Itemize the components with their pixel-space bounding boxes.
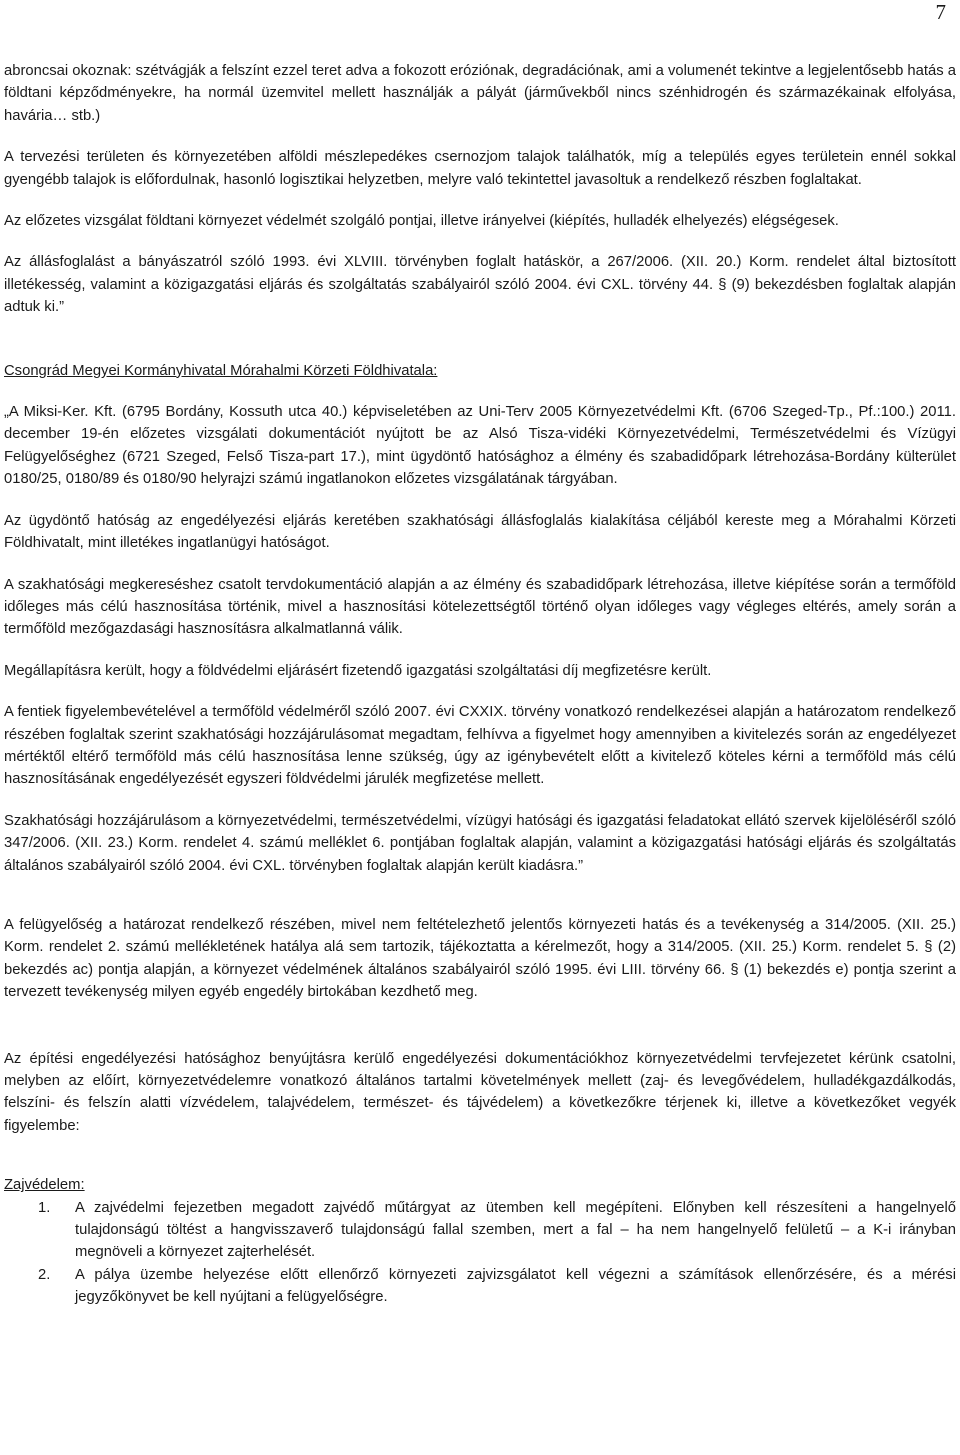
list-item-text: A zajvédelmi fejezetben megadott zajvédő műtárgyat az ütemben kell megépíteni. Előnyben kell részesíteni a hangelnyelő tulajdonságú töltést a hangvisszaverő tulajdonságú fallal szemben, mert a fal – ha nem hangelnyelő felületű – a K-i irányban megnöveli a környezet zajterhelését. (75, 1199, 956, 1261)
document-body (4, 60, 956, 1309)
paragraph: Az ügydöntő hatóság az engedélyezési eljárás keretében szakhatósági állásfoglalás kialakítása céljából kereste meg a Mórahalmi Körzeti Földhivatalt, mint illetékes ingatlanügyi hatóságot. (4, 512, 956, 552)
list-item-text: A pálya üzembe helyezése előtt ellenőrző környezeti zajvizsgálatot kell végezni a számítások ellenőrzésére, és a mérési jegyzőkönyvet be kell nyújtani a felügyelőségre. (75, 1266, 956, 1306)
paragraph: Az előzetes vizsgálat földtani környezet védelmét szolgáló pontjai, illetve irányelvei (kiépítés, hulladék elhelyezés) elégségesek. (4, 213, 839, 230)
page-number: 7 (935, 0, 946, 24)
numbered-list (4, 1197, 956, 1309)
paragraph: Az állásfoglalást a bányászatról szóló 1993. évi XLVIII. törvényben foglalt hatáskör, a 267/2006. (XII. 20.) Korm. rendelet által biztosított illetékesség, valamint a közigazgatási eljárás és szolgáltatás szabályairól szóló 2004. évi CXL. törvény 44. § (9) bekezdésben foglaltak alapján adtuk ki.” (4, 254, 956, 316)
paragraph: A szakhatósági megkereséshez csatolt tervdokumentáció alapján a az élmény és szabadidőpark létrehozása, illetve kiépítése során a termőföld időleges más célú hasznosítása történik, mivel a hasznosítási kötelezettségtől történő olyan időleges vagy végleges eltérés, amely során a termőföld mezőgazdasági hasznosításra alkalmatlanná válik. (4, 576, 956, 638)
paragraph: A felügyelőség a határozat rendelkező részében, mivel nem feltételezhető jelentős környezeti hatás és a tevékenység a 314/2005. (XII. 25.) Korm. rendelet 2. számú mellékletének hatálya alá sem tartozik, tájékoztatta a kérelmezőt, hogy a 314/2005. (XII. 25.) Korm. rendelet 5. § (2) bekezdés ac) pontja alapján, a környezet védelmének általános szabályairól szóló 1995. évi LIII. törvény 66. § (1) bekezdés e) pontja szerint a tervezett tevékenység milyen egyéb engedély birtokában kezdhető meg. (4, 916, 956, 1001)
list-item (4, 1264, 956, 1309)
section-heading: Zajvédelem: (4, 1177, 85, 1194)
list-number: 2. (38, 1266, 51, 1283)
paragraph: „A Miksi-Ker. Kft. (6795 Bordány, Kossuth utca 40.) képviseletében az Uni-Terv 2005 Környezetvédelmi Kft. (6706 Szeged-Tp., Pf.:100.) 2011. december 19-én előzetes vizsgálati dokumentációt nyújtott be az Alsó Tisza-vidéki Környezetvédelmi, Természetvédelmi és Vízügyi Felügyelőséghez (6721 Szeged, Felső Tisza-part 17.), mint ügydöntő hatósághoz a élmény és szabadidőpark létrehozása-Bordány külterület 0180/25, 0180/89 és 0180/90 helyrajzi számú ingatlanokon előzetes vizsgálatának tárgyában. (4, 404, 956, 488)
paragraph: Szakhatósági hozzájárulásom a környezetvédelmi, természetvédelmi, vízügyi hatósági és igazgatási feladatokat ellátó szervek kijelöléséről szóló 347/2006. (XII. 23.) Korm. rendelet 4. számú melléklet 6. pontjában foglaltak alapján, valamint a közigazgatási hatósági eljárás és szolgáltatás általános szabályairól szóló 2004. évi CXL. törvényben foglaltak alapján került kiadásra.” (4, 812, 956, 874)
paragraph: Az építési engedélyezési hatósághoz benyújtásra kerülő engedélyezési dokumentációkhoz környezetvédelmi tervfejezetet kérünk csatolni, melyben az előírt, környezetvédelemre vonatkozó általános tartalmi követelmények mellett (zaj- és levegővédelem, hulladékgazdálkodás, felszíni- és felszín alatti vízvédelem, talajvédelem, természet- és tájvédelem) a következőkre térjenek ki, illetve a következőket vegyék figyelembe: (4, 1050, 956, 1134)
paragraph: abroncsai okoznak: szétvágják a felszínt ezzel teret adva a fokozott eróziónak, degradációnak, ami a volumenét tekintve a legjelentősebb hatás a földtani képződményekre, ha normál üzemvitel mellett használják a pályát (járművekből nincs szénhidrogén és származékainak elfolyása, havária… stb.) (4, 63, 956, 124)
section-heading: Csongrád Megyei Kormányhivatal Mórahalmi Körzeti Földhivatala: (4, 362, 438, 379)
paragraph: Megállapításra került, hogy a földvédelmi eljárásért fizetendő igazgatási szolgáltatási díj megfizetésre került. (4, 662, 712, 679)
paragraph: A tervezési területen és környezetében alföldi mészlepedékes csernozjom talajok találhatók, míg a település egyes területein ennél sokkal gyengébb talajok is előfordulnak, hasonló logisztikai helyzetben, melyre való tekintettel javasoltuk a rendelkező részben foglaltakat. (4, 149, 956, 188)
list-number: 1. (38, 1199, 51, 1216)
paragraph: A fentiek figyelembevételével a termőföld védelméről szóló 2007. évi CXXIX. törvény vonatkozó rendelkezései alapján a határozatom rendelkező részében foglaltak szerint szakhatósági hozzájárulásomat megadtam, felhívva a figyelmet hogy amennyiben a kivitelezés során az engedélyezet mértéktől eltérő termőföld más célú hasznosítása lenne szükség, úgy az igénybevételt előtt a kivitelező köteles kérni a termőföld más célú hasznosításának engedélyezését egyszeri földvédelmi járulék megfizetése mellett. (4, 704, 956, 788)
list-item (4, 1197, 956, 1264)
